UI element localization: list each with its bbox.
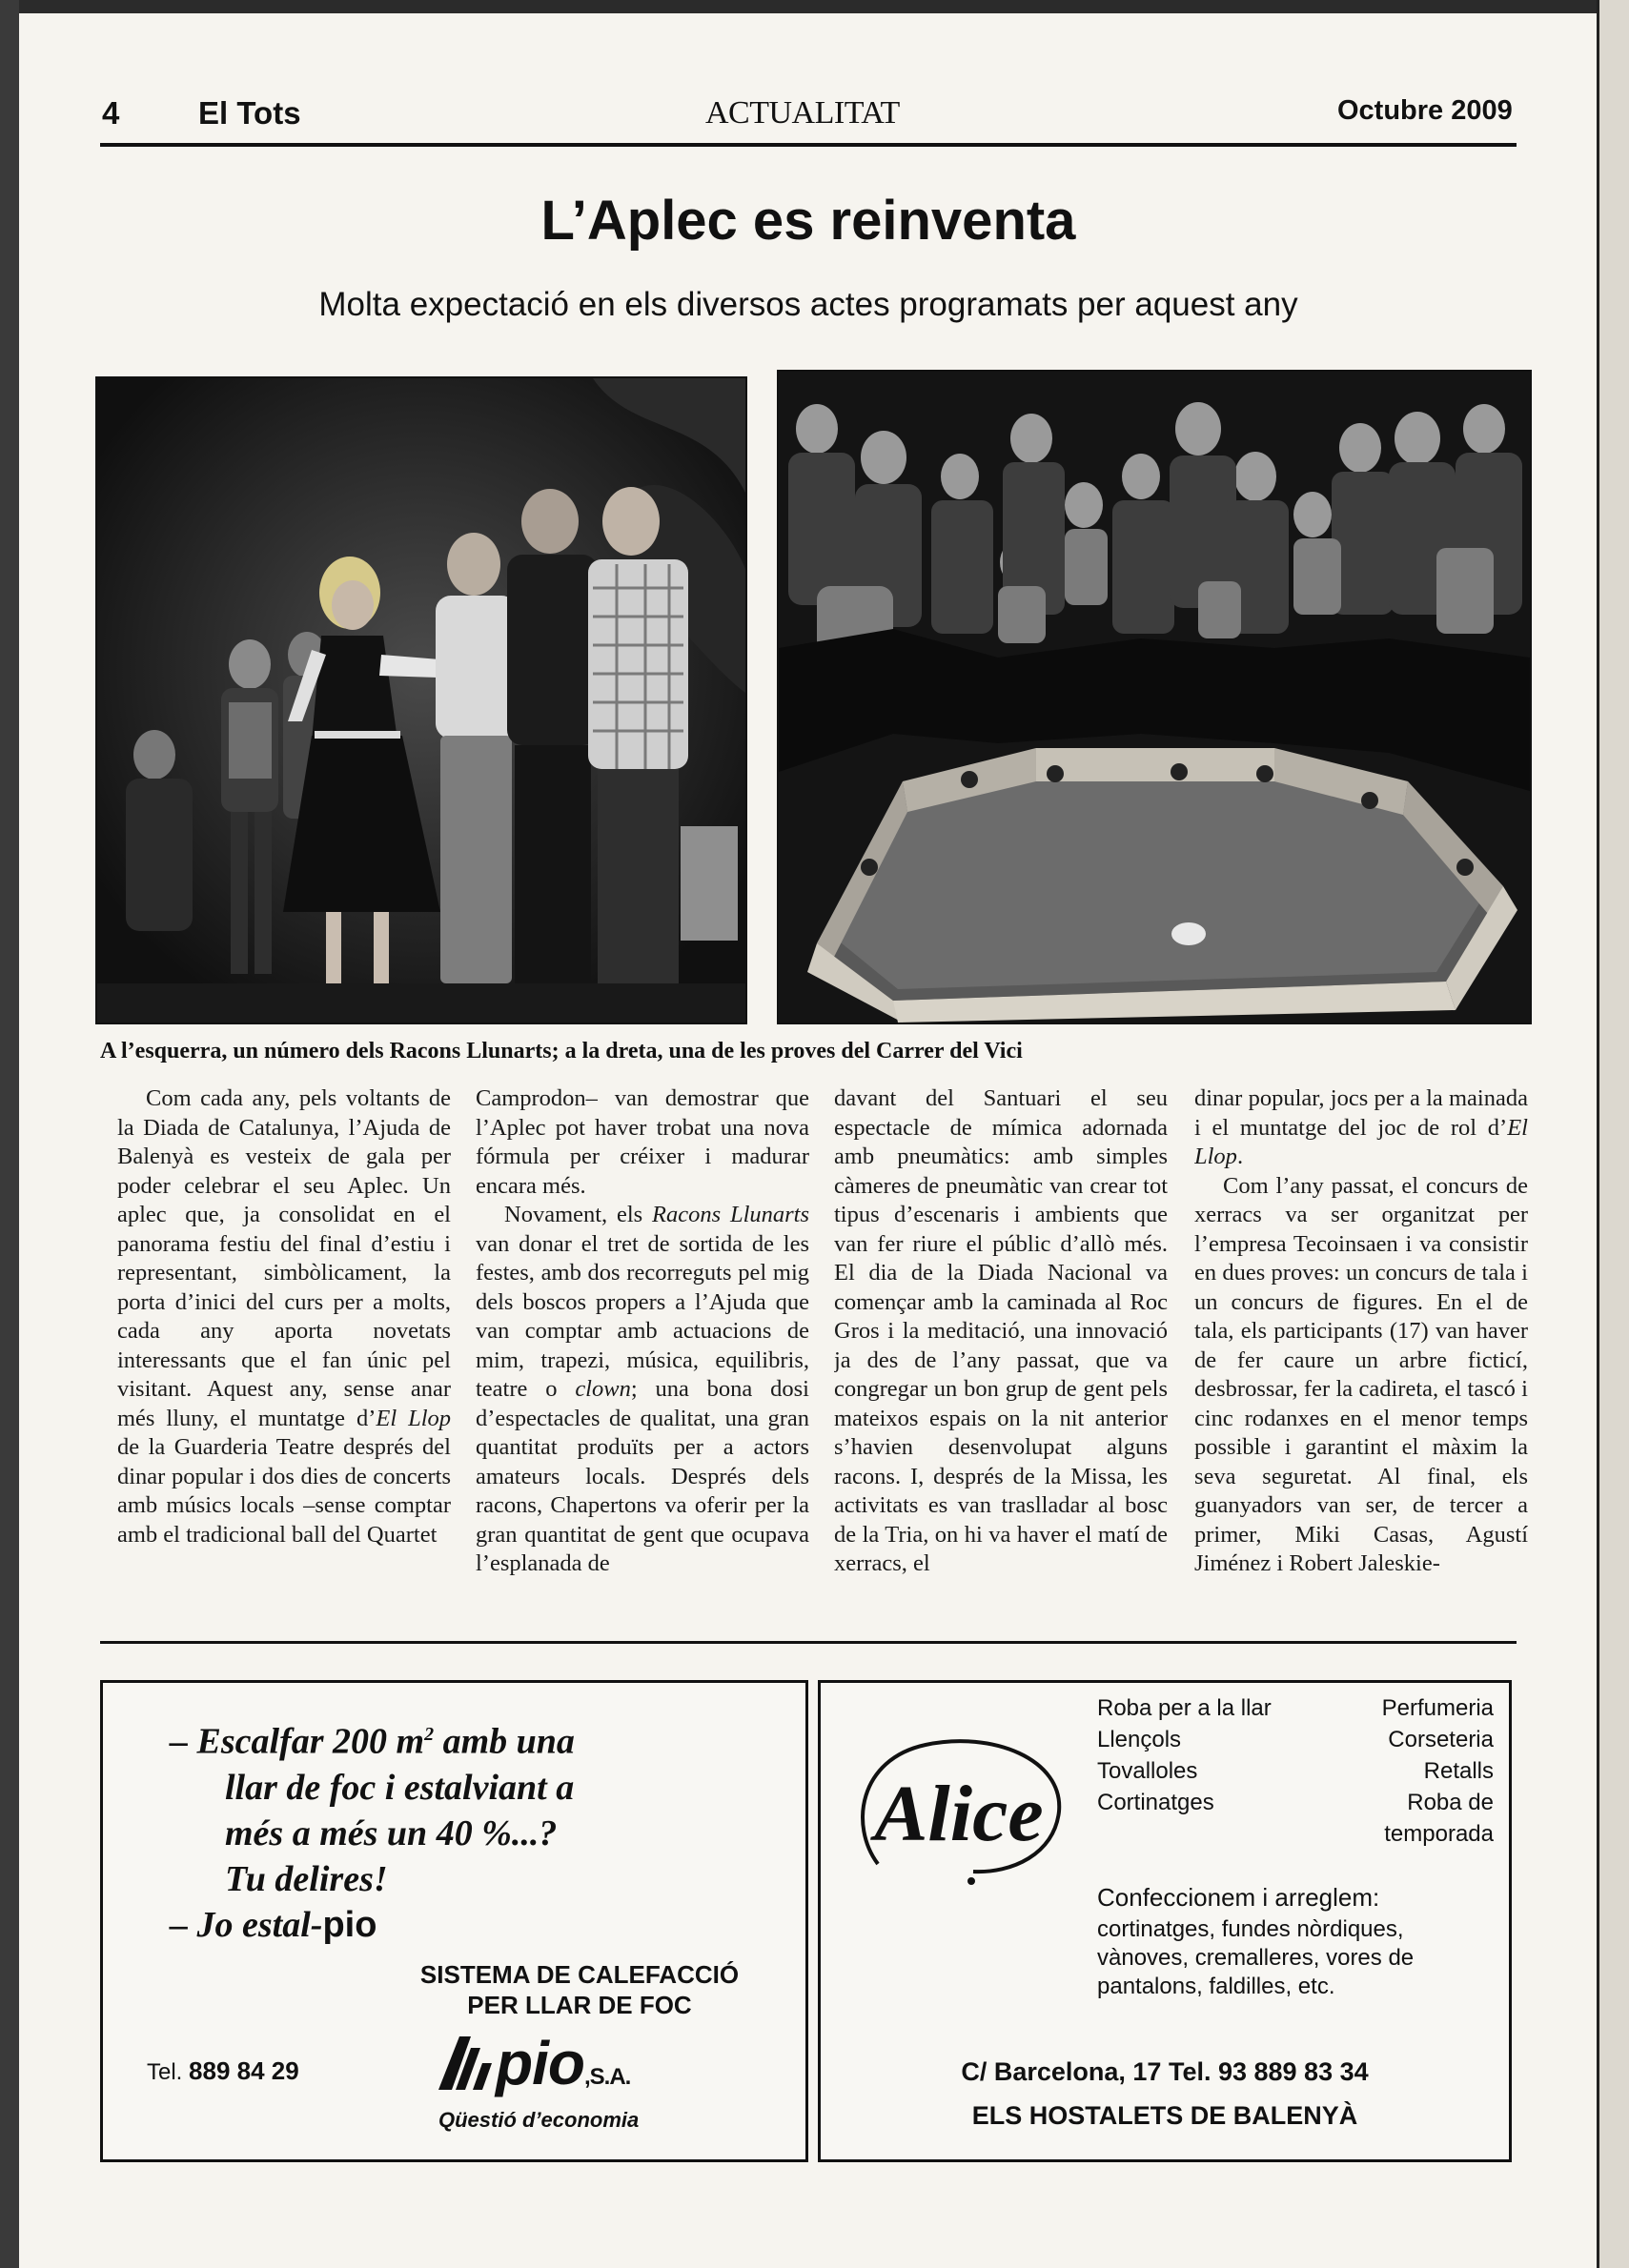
article-column-2 xyxy=(476,1084,809,1630)
logo-suffix: ,S.A. xyxy=(583,2064,631,2090)
text-run-italic: El Llop xyxy=(376,1405,451,1431)
article-subtitle: Molta expectació en els diversos actes programats per aquest any xyxy=(318,286,1298,323)
ad-alice-address xyxy=(821,2050,1509,2137)
photo-carrer-del-vici xyxy=(777,370,1532,1024)
article-column-3 xyxy=(834,1084,1168,1630)
alice-logo-text: Alice xyxy=(874,1770,1044,1858)
brand-run: pio xyxy=(322,1904,377,1945)
crowd-photo-illustration xyxy=(779,372,1530,1023)
article-column-1 xyxy=(117,1084,451,1630)
ad-pio-heating xyxy=(100,1680,808,2162)
page-number: 4 xyxy=(102,95,120,131)
column-1-paragraph xyxy=(117,1084,451,1549)
adjacent-page-edge xyxy=(1597,0,1629,2268)
quote-line-2: llar de foc i estalviant a xyxy=(225,1767,575,1808)
note-lead: Confeccionem i arreglem: xyxy=(1097,1883,1380,1912)
photo-caption: A l’esquerra, un número dels Racons Llunarts; a la dreta, una de les proves del Carrer del Vici xyxy=(100,1039,1023,1063)
list-item: Roba per a la llar xyxy=(1097,1695,1272,1721)
heading-line-1: SISTEMA DE CALEFACCIÓ xyxy=(419,1960,740,1989)
text-run: Novament, els xyxy=(504,1202,653,1227)
text-run: amb una xyxy=(434,1721,575,1762)
column-4-paragraph-1 xyxy=(1194,1084,1528,1172)
logo-text: pio xyxy=(496,2029,584,2097)
list-item: Llençols xyxy=(1097,1727,1182,1752)
ad-alice-shop xyxy=(818,1680,1512,2162)
top-edge xyxy=(19,0,1597,13)
photo-racons-llunarts xyxy=(95,376,747,1024)
list-item: Retalls xyxy=(1423,1758,1494,1784)
ad-alice-note xyxy=(1097,1883,1478,2001)
column-4-paragraph-2: Com l’any passat, el concurs de xerracs va ser organitzat per l’empresa Tecoinsaen i va consistir en dues proves: un concurs de tala i un concurs de figures. En el de tala, els participants (17) van haver de fer caure un arbre ficticí, desbrossar, fer la cadireta, el tascó i cinc rodanxes en el menor temps possible i garantint el màxim la seva seguretat. Al final, els guanyadors van ser, de tercer a primer, Miki Casas, Agustí Jiménez i Robert Jaleskie- xyxy=(1194,1172,1528,1576)
text-run: de la Guarderia Teatre després del dinar popular i dos dies de concerts amb músics locals –sense comptar amb el tradicional ball del Quartet xyxy=(117,1434,451,1548)
text-run: dinar popular, jocs per a la mainada i el muntatge del joc de rol d’ xyxy=(1194,1085,1528,1141)
alice-logo xyxy=(840,1721,1078,1893)
text-run-italic: El Llop xyxy=(1194,1114,1528,1169)
ad-alice-right-list xyxy=(1382,1692,1494,1850)
quote-line-5 xyxy=(170,1902,703,1948)
quote-line-3: més a més un 40 %...? xyxy=(225,1812,558,1853)
column-3-paragraph: davant del Santuari el seu espectacle de mímica adornada amb pneumàtics: amb simples càmeres de pneumàtic van crear tot tipus d’escenaris i ambients que van fer riure el públic d’allò més. El dia de la Diada Nacional va començar amb la caminada al Roc Gros i la meditació, una innovació ja des de l’any passat, que va congregar un bon grup de gent pels mateixos espais on la nit anterior s’havien desenvolupat alguns racons. I, després de la Missa, les activitats es van traslladar al bosc de la Tria, on hi va haver el matí de xerracs, el xyxy=(834,1085,1168,1576)
list-item: Corseteria xyxy=(1388,1727,1494,1752)
ad-pio-phone xyxy=(147,2056,299,2086)
ad-alice-left-list xyxy=(1097,1692,1272,1818)
text-run-italic: Racons Llunarts xyxy=(652,1202,809,1227)
list-item: Cortinatges xyxy=(1097,1790,1214,1815)
text-run: – Jo estal- xyxy=(170,1904,323,1945)
list-item: Roba de xyxy=(1407,1790,1494,1815)
column-2-paragraph-1: Camprodon– van demostrar que l’Aplec pot haver trobat una nova fórmula per créixer i madurar encara més. xyxy=(476,1085,809,1199)
section-name: ACTUALITAT xyxy=(705,95,900,131)
quote-line-4: Tu delires! xyxy=(225,1858,388,1899)
ad-pio-logo xyxy=(438,2028,630,2098)
pio-logo-icon xyxy=(438,2036,496,2090)
address-line: C/ Barcelona, 17 Tel. 93 889 83 34 xyxy=(961,2057,1369,2086)
publication-name: El Tots xyxy=(198,95,301,131)
ad-pio-heading xyxy=(389,1959,770,2020)
ad-pio-quote xyxy=(170,1711,703,1948)
text-run: van donar el tret de sortida de les festes, amb dos recorreguts pel mig dels boscos propers a l’Ajuda que van comptar amb actuacions de mim, trapezi, música, equilibris, teatre o xyxy=(476,1230,809,1402)
superscript: 2 xyxy=(424,1724,435,1745)
phone-number: 889 84 29 xyxy=(189,2056,299,2085)
ad-pio-slogan: Qüestió d’economia xyxy=(438,2108,640,2132)
note-body: cortinatges, fundes nòrdiques, vànoves, cremalleres, vores de pantalons, faldilles, etc. xyxy=(1097,1916,1415,1999)
performers-photo-illustration xyxy=(97,378,745,1023)
header-rule xyxy=(100,143,1517,147)
column-2-paragraph-2 xyxy=(476,1201,809,1579)
phone-label: Tel. xyxy=(147,2059,183,2085)
newspaper-page xyxy=(19,0,1597,2268)
article-title: L’Aplec es reinventa xyxy=(540,190,1076,252)
list-item: Tovalloles xyxy=(1097,1758,1198,1784)
quote-line-1 xyxy=(170,1711,703,1765)
text-run: ; una bona dosi d’espectacles de qualitat, una gran quantitat produïts per a actors amateurs locals. Després dels racons, Chapertons va oferir per la gran quantitat de gent que ocupava l’esplanada de xyxy=(476,1376,809,1576)
town-line: ELS HOSTALETS DE BALENYÀ xyxy=(971,2101,1358,2130)
text-run: . xyxy=(1236,1144,1244,1169)
list-item: temporada xyxy=(1384,1821,1494,1847)
list-item: Perfumeria xyxy=(1381,1695,1494,1721)
heading-line-2: PER LLAR DE FOC xyxy=(467,1991,692,2019)
text-run: Com cada any, pels voltants de la Diada de Catalunya, l’Ajuda de Balenyà es vesteix de gala per poder celebrar el seu Aplec. Un aplec que, ja consolidat en el panorama festiu del final d’estiu i representant, simbòlicament, la porta d’inici del curs per a molts, cada any aporta novetats interessants que el fan únic pel visitant. Aquest any, sense anar més lluny, el muntatge d’ xyxy=(117,1085,451,1431)
text-run: – Escalfar 200 m xyxy=(170,1721,425,1762)
issue-date: Octubre 2009 xyxy=(1337,95,1513,126)
article-column-4 xyxy=(1194,1084,1528,1630)
text-run-italic: clown xyxy=(575,1376,631,1402)
article-bottom-rule xyxy=(100,1641,1517,1644)
